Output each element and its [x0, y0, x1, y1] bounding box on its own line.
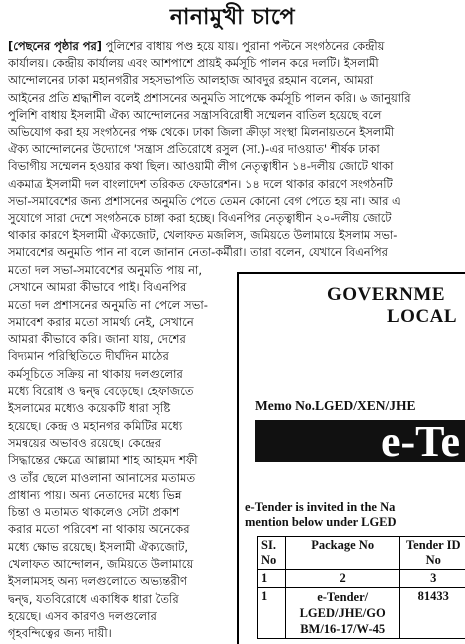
ad-etender-banner [255, 420, 465, 462]
body-line: হয়েছে। এসব কারণও দলগুলোর [8, 608, 233, 625]
body-line: সমাবেশের অনুমতি পান না বলে জানান নেতা-কর্মীরা। তারা বলেন, যেখানে বিএনপির [8, 244, 460, 261]
article-headline: নানামুখী চাপে [0, 4, 465, 32]
body-line: আইনের প্রতি শ্রদ্ধাশীল বলেই প্রশাসনের অনুমতি সাপেক্ষে কর্মসূচি পালন করি। ৬ জানুয়ারি [8, 90, 460, 107]
body-line: মধ্যে বিরোধ ও দ্বন্দ্ব বেড়েছে। হেফাজতে [8, 383, 233, 400]
table-cell: 3 [400, 570, 465, 588]
ad-banner-text: e-Te [381, 420, 460, 462]
body-line: ও তাঁর ছেলে মাওলানা আনাসের মতামত [8, 470, 233, 487]
ad-invite-line: e-Tender is invited in the Na [245, 500, 465, 515]
article-body-left-column [8, 262, 233, 643]
table-cell: 2 [285, 570, 400, 588]
table-index-row [258, 570, 465, 588]
body-line: গৃহবন্দিত্বের জন্য দায়ী। [8, 625, 233, 642]
body-line: বিভাগীয় সম্মেলন হওয়ার কথা ছিল। আওয়ামী লীগ নেতৃত্বাধীন ১৪-দলীয় জোটে থাকা [8, 158, 460, 175]
body-line: চিন্তা ও মতামত থাকলেও সেটা প্রকাশ [8, 504, 233, 521]
body-line: দ্বন্দ্ব, যতবিরোধে একাধিক ধারা তৈরি [8, 591, 233, 608]
body-line: সিদ্ধান্তের ক্ষেত্রে আল্লামা শাহ আহমদ শফী [8, 452, 233, 469]
body-line: হয়েছে। কেন্দ্র ও মহানগর কমিটির মধ্যে [8, 418, 233, 435]
body-line: সভা-সমাবেশের জন্য প্রশাসনের অনুমতি পেতে তেমন কোনো বেগ পেতে হয় না। আর এ [8, 193, 460, 210]
body-line: পুলিশি বাধায় ইসলামী ঐক্য আন্দোলনের সন্ত্রাসবিরোধী সম্মেলন বাতিল হয়েছে বলে [8, 107, 460, 124]
table-header-row [258, 537, 465, 570]
body-line: ইসলামের মধ্যেও কয়েকটি ধারা সৃষ্টি [8, 400, 233, 417]
table-cell: 1 [258, 570, 286, 588]
tender-table [257, 536, 465, 639]
body-line: মধ্যে ক্ষোভ রয়েছে। ইসলামী ঐক্যজোট, [8, 539, 233, 556]
tender-advertisement [237, 272, 465, 644]
body-line: খেলাফত আন্দোলন, জমিয়তে উলামায়ে [8, 556, 233, 573]
table-row [258, 588, 465, 639]
lead-label: [পেছনের পৃষ্ঠার পর] [8, 39, 102, 53]
body-line: সমন্বয়ের অভাবও রয়েছে। কেন্দ্রের [8, 435, 233, 452]
body-line: মতো দল প্রশাসনের অনুমতি না পেলে সভা- [8, 297, 233, 314]
ad-invitation-text [245, 500, 465, 530]
body-line: আমরা কীভাবে করি। জানা যায়, দেশের [8, 331, 233, 348]
body-line: ঐক্য আন্দোলনের উদ্যোগে 'সন্ত্রাস প্রতিরোধে রসুল (সা.)-এর দাওয়াত' শীর্ষক ঢাকা [8, 141, 460, 158]
table-cell: 1 [258, 588, 286, 639]
body-line: সুযোগে সারা দেশে সংগঠনকে চাঙ্গা করা হচ্ছে। বিএনপির নেতৃত্বাধীন ২০-দলীয় জোটে [8, 210, 460, 227]
article-body-full [8, 38, 460, 262]
ad-memo-number: Memo No.LGED/XEN/JHE [255, 398, 416, 414]
body-line: থাকার কারণে ইসলামী ঐক্যজোট, খেলাফত মজলিস, জমিয়তে উলামায়ে ইসলাম সভা- [8, 227, 460, 244]
body-line: কার্যালয়। কেন্দ্রীয় কার্যালয় এবং আশপাশে প্রায়ই কর্মসূচি পালন করে দলটি। ইসলামী [8, 55, 460, 72]
body-line: করার মতো পরিবেশ না থাকায় অনেকের [8, 521, 233, 538]
body-line: ইসলামসহ অন্য দলগুলোতে অভ্যন্তরীণ [8, 573, 233, 590]
body-line: সমাবেশ করার মতো সামর্থ্য নেই, সেখানে [8, 314, 233, 331]
body-line: সেখানে আমরা কীভাবে পাই। বিএনপির [8, 279, 233, 296]
header-package-no: Package No [285, 537, 400, 570]
header-tender-id: Tender ID No [400, 537, 465, 570]
body-line: কর্মসূচিতে সক্রিয় না থাকায় দলগুলোর [8, 366, 233, 383]
ad-invite-line: mention below under LGED [245, 515, 465, 530]
body-line: প্রাধান্য পায়। অন্য নেতাদের মধ্যে ভিন্ন [8, 487, 233, 504]
ad-local-heading: LOCAL [387, 306, 457, 328]
body-line: আন্দোলনের ঢাকা মহানগরীর সহসভাপতি আলহাজ আবদুর রহমান বলেন, আমরা [8, 72, 460, 89]
body-line: অভিযোগ করা হয় সংগঠনের পক্ষ থেকে। ঢাকা জিলা ক্রীড়া সংস্থা মিলনায়তনে ইসলামী [8, 124, 460, 141]
header-si-no: SI. No [258, 537, 286, 570]
body-line: [পেছনের পৃষ্ঠার পর] পুলিশের বাধায় পণ্ড হয়ে যায়। পুরানা পল্টনে সংগঠনের কেন্দ্রীয় [8, 38, 460, 55]
ad-government-heading: GOVERNME [327, 284, 445, 306]
table-cell: 81433 [400, 588, 465, 639]
body-line: বিদ্যমান পরিস্থিতিতে দীর্ঘদিন মাঠের [8, 348, 233, 365]
table-cell: e-Tender/ LGED/JHE/GO BM/16-17/W-45 [285, 588, 400, 639]
body-line: মতো দল সভা-সমাবেশের অনুমতি পায় না, [8, 262, 233, 279]
body-line: একমাত্র ইসলামী দল বাংলাদেশ তরিকত ফেডারেশন। ১৪ দলে থাকার কারণে সংগঠনটি [8, 176, 460, 193]
